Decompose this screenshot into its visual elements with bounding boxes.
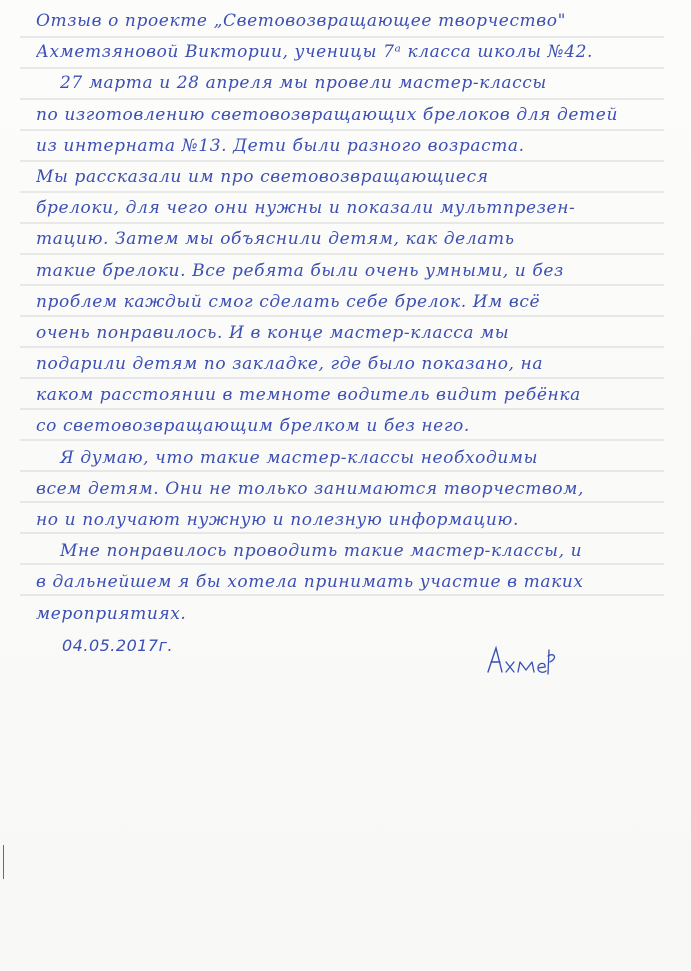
margin-mark [2, 845, 5, 879]
text-line: 27 марта и 28 апреля мы провели мастер-классы [60, 73, 547, 94]
text-line: по изготовлению световозвращающих брелоков для детей [36, 104, 618, 125]
text-line: но и получают нужную и полезную информацию. [36, 510, 519, 530]
text-line: из интерната №13. Дети были разного возраста. [36, 135, 525, 156]
text-line: всем детям. Они не только занимаются творчеством, [36, 478, 584, 499]
signature-drawing [484, 642, 564, 676]
text-line: в дальнейшем я бы хотела принимать участие в таких [36, 572, 584, 593]
text-line: со световозвращающим брелком и без него. [36, 416, 470, 437]
text-line: проблем каждый смог сделать себе брелок. Им всё [36, 291, 541, 312]
text-line: тацию. Затем мы объяснили детям, как делать [36, 229, 515, 250]
text-line: подарили детям по закладке, где было показано, на [36, 354, 544, 375]
handwritten-text [36, 6, 658, 630]
text-line: Отзыв о проекте „Световозвращающее творчество" [36, 11, 567, 31]
text-line: каком расстоянии в темноте водитель видит ребёнка [36, 385, 581, 406]
text-line: Ахметзяновой Виктории, ученицы 7ᵃ класса школы №42. [36, 42, 594, 63]
text-line: Я думаю, что такие мастер-классы необходимы [60, 447, 539, 468]
text-line: Мне понравилось проводить такие мастер-классы, и [60, 541, 583, 562]
text-line: брелоки, для чего они нужны и показали мультпрезен- [36, 198, 576, 219]
text-line: такие брелоки. Все ребята были очень умными, и без [36, 260, 564, 281]
date-text: 04.05.2017г. [62, 636, 174, 655]
text-line: очень понравилось. И в конце мастер-класса мы [36, 322, 510, 343]
text-line: мероприятиях. [36, 603, 187, 624]
text-line: Мы рассказали им про световозвращающиеся [36, 166, 489, 187]
